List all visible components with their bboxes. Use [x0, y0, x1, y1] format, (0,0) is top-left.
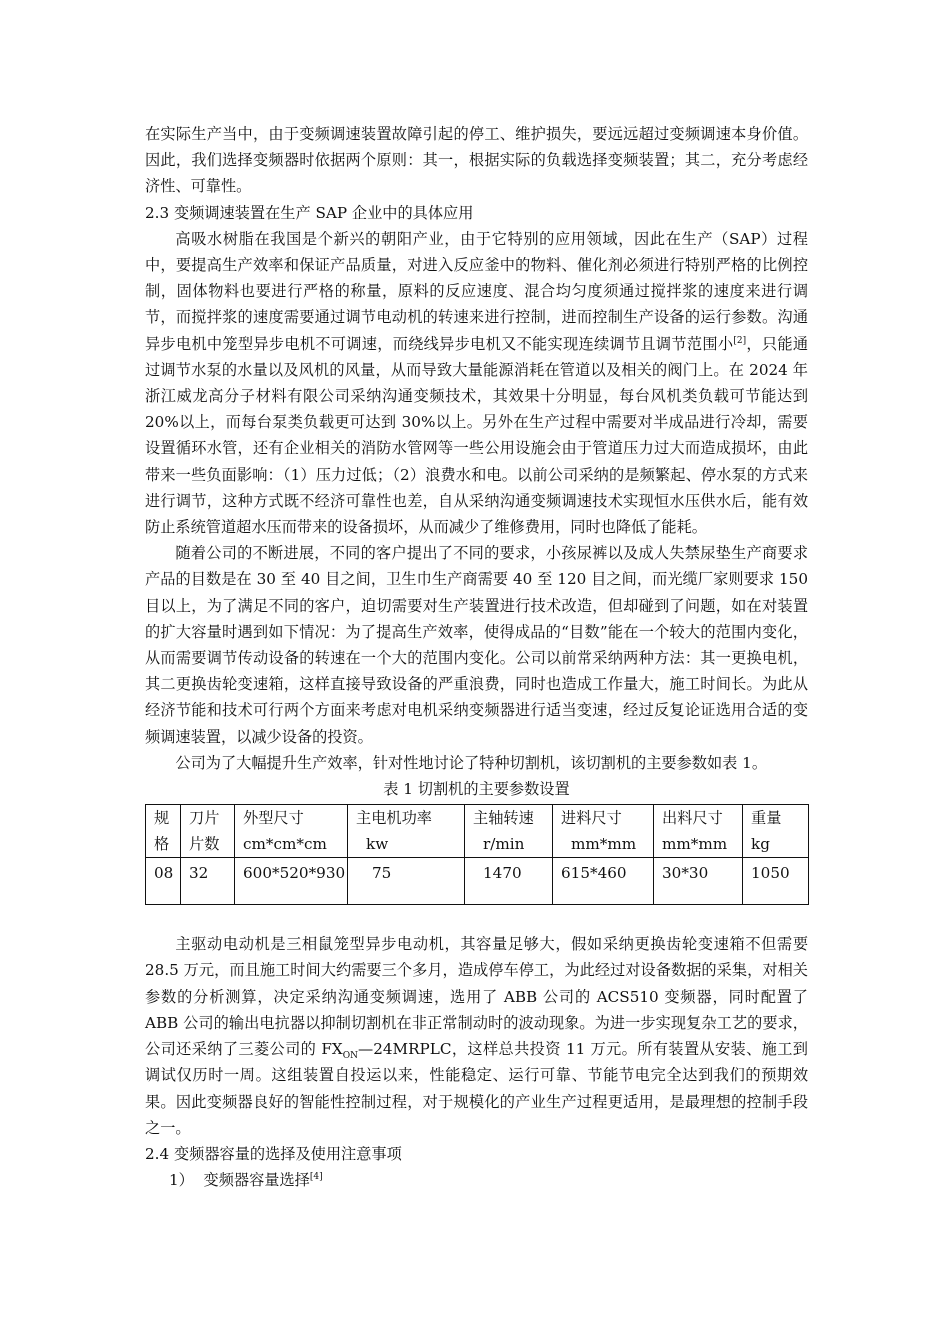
header-cell: 规 格	[146, 805, 181, 858]
table-cell: 615*460	[553, 858, 654, 905]
citation-ref: [4]	[309, 1172, 323, 1183]
table-cell: 600*520*930	[235, 858, 348, 905]
header-cell: 主轴转速 r/min	[465, 805, 553, 858]
header-cell: 刀片 片数	[181, 805, 235, 858]
header-cell: 外型尺寸 cm*cm*cm	[235, 805, 348, 858]
paragraph-drive-motor	[145, 931, 808, 1141]
paragraph-text: —24MRPLC，这样总共投资 11 万元。所有装置从安装、施工到调试仅历时一周。这组装置自投运以来，性能稳定、运行可靠、节能节电完全达到我们的预期效果。因此变频器良好的智能性控制过程，对于规模化的产业生产过程更适用，是最理想的控制手段之一。	[145, 1040, 808, 1137]
section-heading-2-3: 2.3 变频调速装置在生产 SAP 企业中的具体应用	[145, 203, 474, 222]
table-caption: 表 1 切割机的主要参数设置	[383, 780, 570, 799]
list-number: 1）	[169, 1171, 194, 1190]
header-cell: 主电机功率 kw	[348, 805, 465, 858]
table-cell: 30*30	[654, 858, 743, 905]
table-cell: 1470	[465, 858, 553, 905]
cutter-parameters-table	[145, 804, 809, 905]
header-cell: 重量 kg	[743, 805, 809, 858]
paragraph-sap-application	[145, 226, 808, 540]
subscript: ON	[342, 1051, 359, 1062]
paragraph-customer-demands: 随着公司的不断进展，不同的客户提出了不同的要求，小孩尿裤以及成人失禁尿垫生产商要求产品的目数是在 30 至 40 目之间，卫生巾生产商需要 40 至 120 目之间，而光缆厂家则要求 150 目以上，为了满足不同的客户，迫切需要对生产装置进行技术改造，但却碰到了问题，如在对装置的扩大容量时遇到如下情况：为了提高生产效率，使得成品的“目数”能在一个较大的范围内变化，从而需要调节传动设备的转速在一个大的范围内变化。公司以前常采纳两种方法：其一更换电机，其二更换齿轮变速箱，这样直接导致设备的严重浪费，同时也造成工作量大，施工时间长。为此从经济节能和技术可行两个方面来考虑对电机采纳变频器进行适当变速，经过反复论证选用合适的变频调速装置，以减少设备的投资。	[145, 544, 808, 746]
spacer	[145, 905, 808, 931]
paragraph-text: 高吸水树脂在我国是个新兴的朝阳产业，由于它特别的应用领域，因此在生产（SAP）过程中，要提高生产效率和保证产品质量，对进入反应釜中的物料、催化剂必须进行特别严格的比例控制，固体物料也要进行严格的称量，原料的反应速度、混合均匀度须通过搅拌浆的速度来进行调节，而搅拌浆的速度需要通过调节电动机的转速来进行控制，进而控制生产设备的运行参数。沟通异步电机中笼型异步电机不可调速，而绕线异步电机又不能实现连续调节且调节范围小	[145, 229, 808, 353]
table-header-row	[146, 805, 809, 858]
citation-ref: [2]	[733, 335, 747, 346]
paragraph-text: 主驱动电动机是三相鼠笼型异步电动机，其容量足够大，假如采纳更换齿轮变速箱不但需要 28.5 万元，而且施工时间大约需要三个多月，造成停车停工，为此经过对设备数据的采集，对相关参数的分析测算，决定采纳沟通变频调速，选用了 ABB 公司的 ACS510 变频器，同时配置了 ABB 公司的输出电抗器以抑制切割机在非正常制动时的波动现象。为进一步实现复杂工艺的要求，公司还采纳了三菱公司的 FX	[145, 935, 808, 1059]
list-item	[145, 1167, 808, 1193]
table-cell: 08	[146, 858, 181, 905]
header-cell: 出料尺寸 mm*mm	[654, 805, 743, 858]
paragraph-intro: 在实际生产当中，由于变频调速装置故障引起的停工、维护损失，要远远超过变频调速本身价值。因此，我们选择变频器时依据两个原则：其一，根据实际的负载选择变频装置；其二，充分考虑经济性、可靠性。	[145, 125, 808, 196]
list-text: 变频器容量选择	[203, 1171, 310, 1190]
table-row	[146, 858, 809, 905]
table-cell: 75	[348, 858, 465, 905]
document-page	[145, 121, 808, 1193]
table-cell: 1050	[743, 858, 809, 905]
section-heading-2-4: 2.4 变频器容量的选择及使用注意事项	[145, 1144, 402, 1163]
table-cell: 32	[181, 858, 235, 905]
paragraph-text: ，只能通过调节水泵的水量以及风机的风量，从而导致大量能源消耗在管道以及相关的阀门上。在 2024 年浙江威龙高分子材料有限公司采纳沟通变频技术，其效果十分明显，每台风机类负载可节能达到 20%以上，而每台泵类负载更可达到 30%以上。另外在生产过程中需要对半成品进行冷却，需要设置循环水管，还有企业相关的消防水管网等一些公用设施会由于管道压力过大而造成损坏，由此带来一些负面影响：（1）压力过低；（2）浪费水和电。以前公司采纳的是频繁起、停水泵的方式来进行调节，这种方式既不经济可靠性也差，自从采纳沟通变频调速技术实现恒水压供水后，能有效防止系统管道超水压而带来的设备损坏，从而减少了维修费用，同时也降低了能耗。	[145, 334, 809, 537]
header-cell: 进料尺寸 mm*mm	[553, 805, 654, 858]
paragraph-cutter-intro: 公司为了大幅提升生产效率，针对性地讨论了特种切割机，该切割机的主要参数如表 1。	[175, 753, 768, 772]
